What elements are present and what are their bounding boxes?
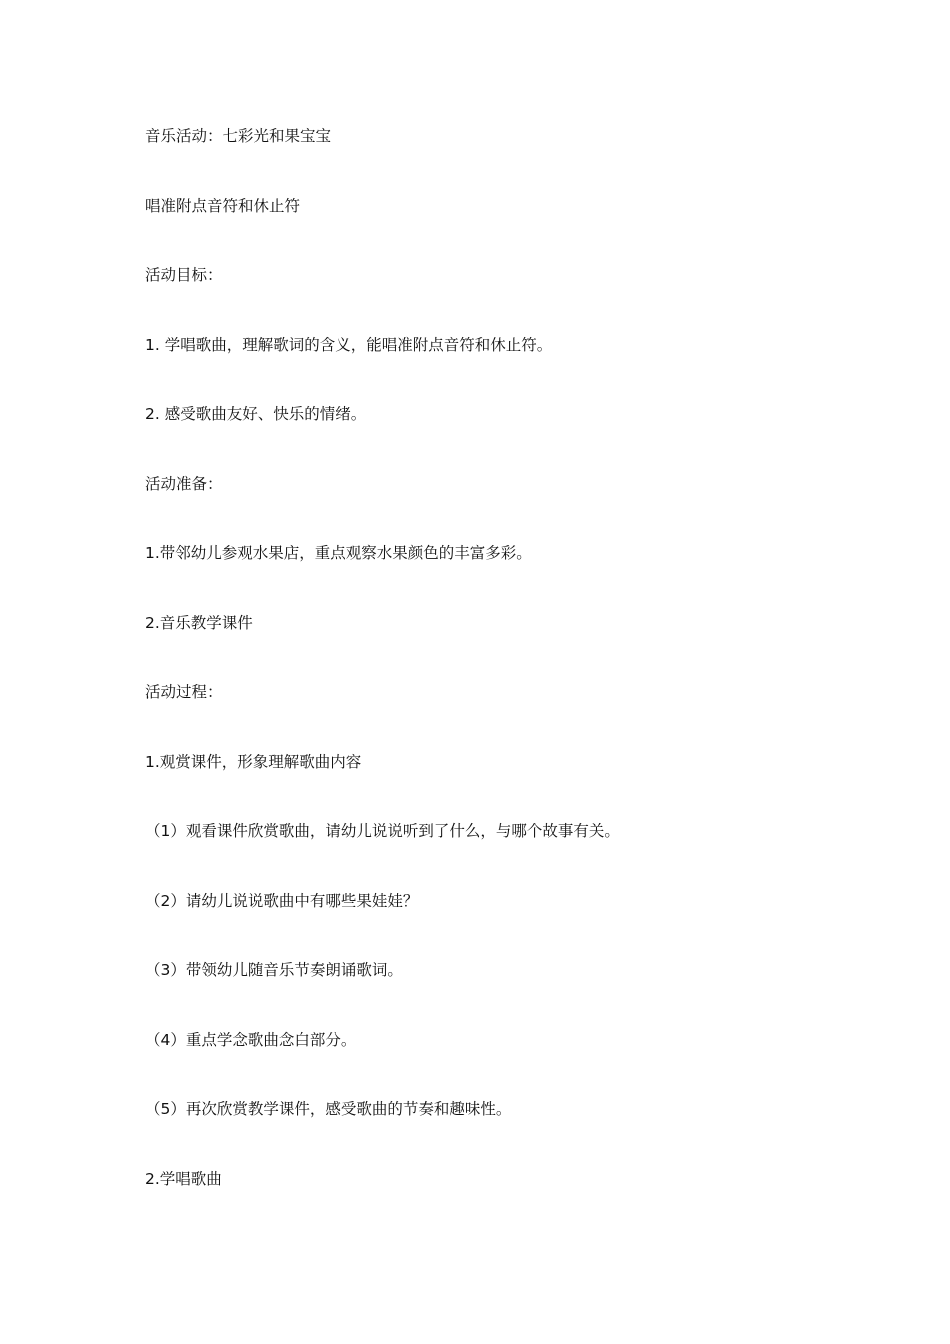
document-body xyxy=(145,124,845,1236)
section-heading-process: 活动过程： xyxy=(145,683,223,701)
subtitle: 唱准附点音符和休止符 xyxy=(145,196,301,215)
goal-item: 2. 感受歌曲友好、快乐的情绪。 xyxy=(145,405,367,423)
section-heading-goals: 活动目标： xyxy=(145,266,223,284)
process-substep: （5）再次欣赏教学课件，感受歌曲的节奏和趣味性。 xyxy=(145,1100,512,1118)
section-heading-preparation: 活动准备： xyxy=(145,474,223,493)
process-substep: （1）观看课件欣赏歌曲，请幼儿说说听到了什么，与哪个故事有关。 xyxy=(145,822,620,840)
goal-item: 1. 学唱歌曲，理解歌词的含义，能唱准附点音符和休止符。 xyxy=(145,335,553,354)
process-step: 1.观赏课件，形象理解歌曲内容 xyxy=(145,752,362,771)
preparation-item: 1.带邻幼儿参观水果店，重点观察水果颜色的丰富多彩。 xyxy=(145,544,532,562)
preparation-item: 2.音乐教学课件 xyxy=(145,613,253,632)
process-substep: （4）重点学念歌曲念白部分。 xyxy=(145,1030,357,1049)
process-substep: （3）带领幼儿随音乐节奏朗诵歌词。 xyxy=(145,961,403,979)
process-step: 2.学唱歌曲 xyxy=(145,1169,222,1188)
document-title: 音乐活动：七彩光和果宝宝 xyxy=(145,127,332,145)
process-substep: （2）请幼儿说说歌曲中有哪些果娃娃？ xyxy=(145,891,419,910)
